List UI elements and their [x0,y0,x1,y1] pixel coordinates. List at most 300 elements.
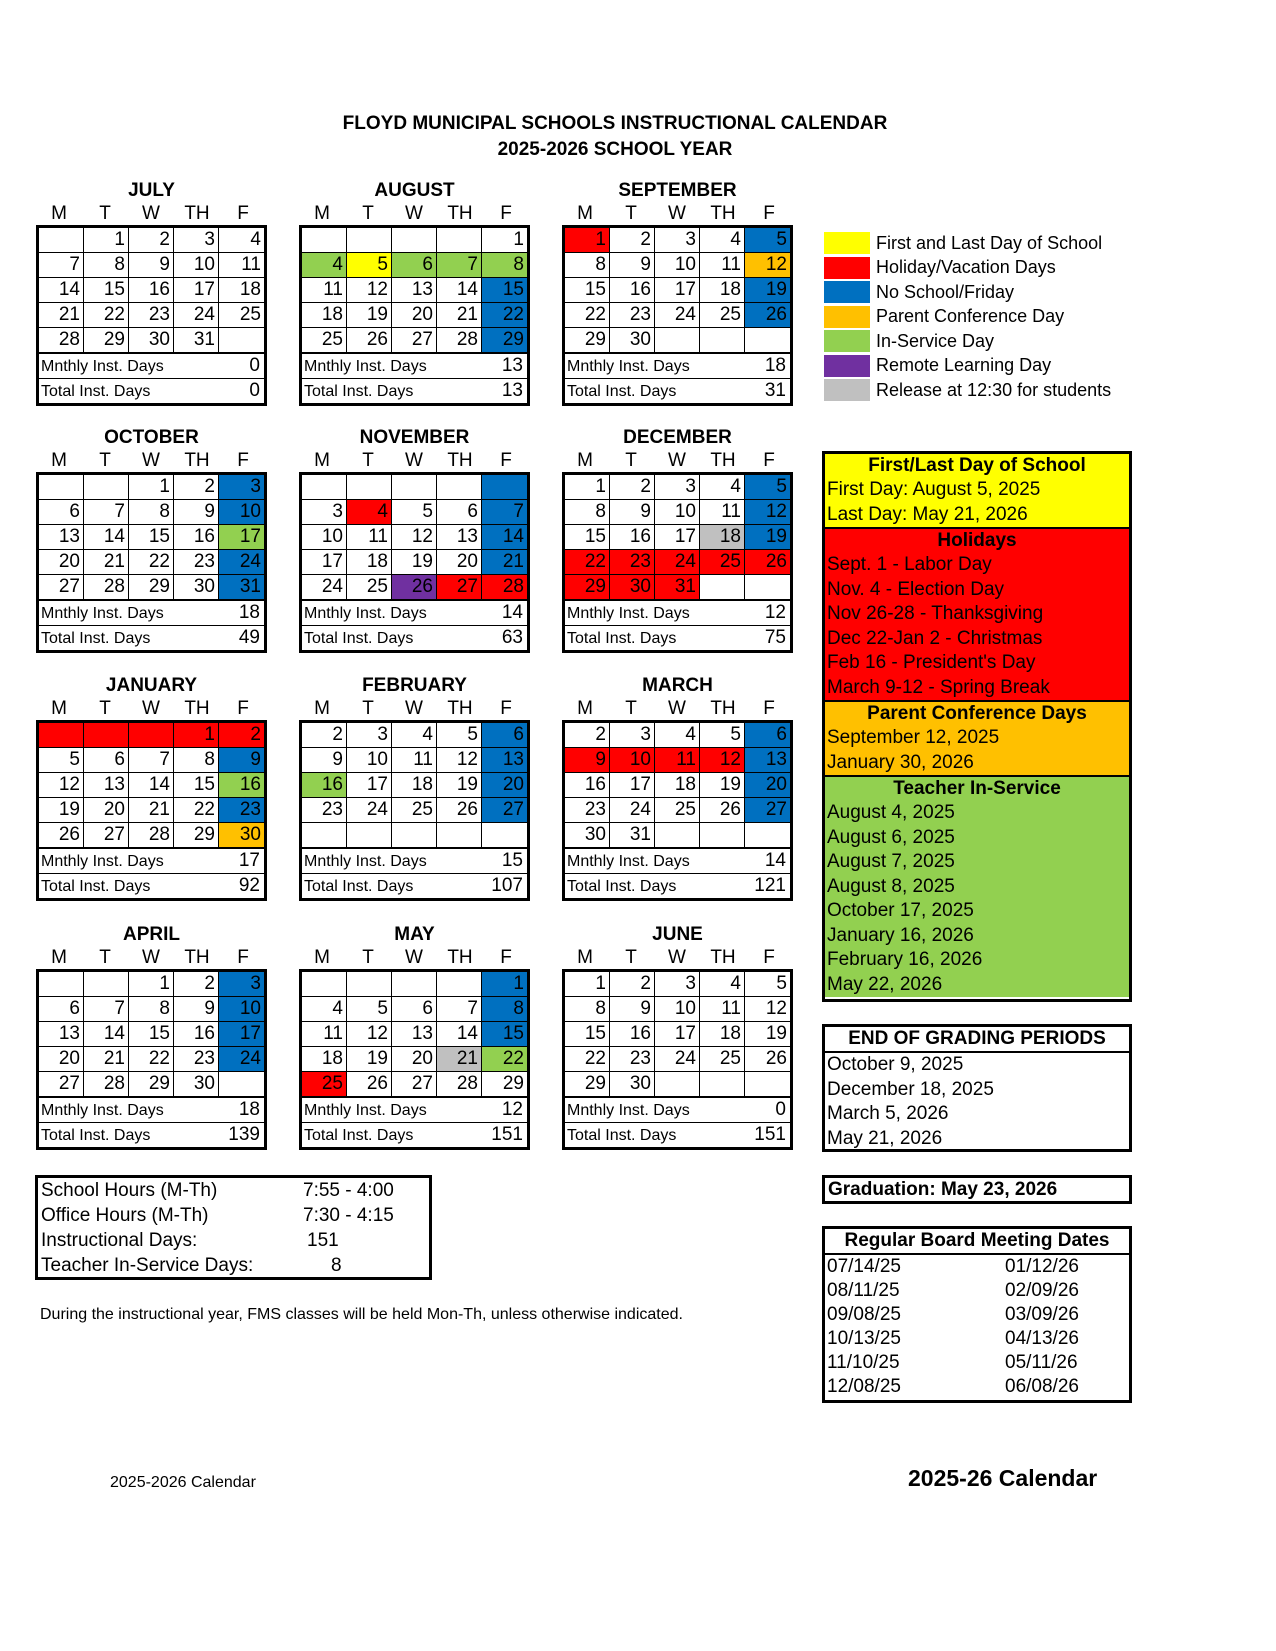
total-inst-days-label: Total Inst. Days [41,1127,151,1144]
week-row [302,278,527,303]
weekday-header [562,202,793,225]
weekday-label: M [314,203,330,224]
key-section-item: Feb 16 - President's Day [827,652,1036,673]
day-cell: 1 [513,229,524,250]
week-row [565,723,790,748]
weekday-label: F [500,947,512,968]
total-inst-days-value: 63 [501,627,523,648]
day-cell: 16 [174,1022,219,1046]
day-cell: 9 [219,748,264,772]
week-row [39,972,264,997]
weekday-label: TH [184,450,210,471]
month-name: AUGUST [374,180,455,201]
day-cell: 25 [700,550,745,574]
weekday-label: W [142,698,160,719]
total-inst-days-value: 0 [249,380,260,401]
weekday-label: F [237,203,249,224]
day-cell: 26 [745,550,790,574]
day-cell: 15 [174,773,219,797]
grading-periods-box [822,1024,1132,1152]
day-cell: 13 [482,748,527,772]
total-inst-days-row [565,626,790,650]
week-row [565,328,790,354]
weekday-label: TH [447,203,473,224]
total-inst-days-row [565,379,790,403]
weekday-label: T [625,203,637,224]
day-cell: 26 [347,1072,392,1096]
weekday-label: T [99,947,111,968]
day-cell: 29 [482,328,527,352]
day-cell: 27 [39,575,84,599]
day-cell [700,823,745,847]
board-date: 02/09/26 [1005,1280,1079,1301]
weekday-label: M [577,698,593,719]
day-cell: 19 [347,303,392,327]
day-cell: 15 [565,525,610,549]
day-cell [84,972,129,996]
monthly-inst-days-value: 0 [775,1099,786,1120]
day-cell: 14 [437,278,482,302]
day-cell: 10 [610,748,655,772]
day-cell: 5 [745,475,790,499]
weekday-label: W [668,203,686,224]
hours-label: Teacher In-Service Days: [41,1255,254,1276]
key-section-heading: First/Last Day of School [868,455,1086,476]
total-inst-days-value: 49 [238,627,260,648]
month-name: MARCH [642,675,713,696]
key-dates-box [822,451,1132,1002]
month-grid [562,472,793,653]
board-date: 10/13/25 [827,1328,901,1349]
total-inst-days-value: 151 [754,1124,786,1145]
day-cell: 1 [129,972,174,996]
week-row [302,1072,527,1098]
day-cell: 25 [655,798,700,822]
day-cell: 8 [482,253,527,277]
weekday-label: M [51,698,67,719]
day-cell: 4 [302,997,347,1021]
day-cell: 31 [655,575,700,599]
day-cell: 10 [655,253,700,277]
day-cell [39,972,84,996]
legend-item [824,378,1111,402]
legend-label: Release at 12:30 for students [876,379,1112,400]
weekday-label: F [763,947,775,968]
week-row [302,723,527,748]
day-cell: 29 [565,328,610,352]
weekday-label: T [362,450,374,471]
key-section-item: August 6, 2025 [827,826,955,848]
total-inst-days-label: Total Inst. Days [41,878,151,895]
total-inst-days-label: Total Inst. Days [41,383,151,400]
day-cell: 27 [392,1072,437,1096]
month-name: JANUARY [105,675,198,696]
hours-value: 7:55 - 4:00 [303,1180,394,1201]
day-cell [129,723,174,747]
day-cell: 16 [610,525,655,549]
monthly-inst-days-label: Mnthly Inst. Days [41,1102,164,1119]
day-cell: 27 [482,798,527,822]
day-cell: 17 [347,773,392,797]
day-cell [745,575,790,599]
day-cell: 9 [610,997,655,1021]
weekday-label: T [362,698,374,719]
day-cell: 17 [655,525,700,549]
legend-swatch [824,306,870,328]
day-cell: 24 [610,798,655,822]
monthly-inst-days-label: Mnthly Inst. Days [567,1102,690,1119]
day-cell: 19 [745,525,790,549]
key-section-item: August 4, 2025 [827,802,955,823]
day-cell: 25 [302,1072,347,1096]
page-subtitle: 2025-2026 SCHOOL YEAR [497,139,733,160]
week-row [39,773,264,798]
week-row [302,500,527,525]
weekday-label: F [500,203,512,224]
key-section-item: Nov 26-28 - Thanksgiving [827,603,1044,624]
monthly-inst-days-value: 18 [238,1099,260,1120]
day-cell: 13 [392,1022,437,1046]
weekday-header [299,202,530,225]
key-section [825,529,1129,702]
day-cell: 6 [84,748,129,772]
day-cell: 21 [482,550,527,574]
day-cell: 12 [39,773,84,797]
day-cell: 18 [347,550,392,574]
day-cell [437,823,482,847]
month-grid [562,720,793,901]
day-cell: 9 [174,997,219,1021]
day-cell: 22 [482,1047,527,1071]
day-cell: 10 [302,525,347,549]
monthly-inst-days-value: 0 [249,355,260,376]
day-cell: 2 [129,228,174,252]
day-cell: 20 [392,1047,437,1071]
hours-value: 8 [331,1255,342,1276]
day-cell: 11 [302,1022,347,1046]
day-cell: 8 [174,748,219,772]
day-cell: 15 [84,278,129,302]
day-cell: 17 [610,773,655,797]
day-cell: 5 [347,997,392,1021]
day-cell: 19 [765,1023,787,1044]
day-cell: 6 [745,723,790,747]
day-cell: 10 [655,997,700,1021]
day-cell [700,1072,745,1096]
day-cell: 14 [482,525,527,549]
day-cell: 10 [174,253,219,277]
day-cell: 12 [700,748,745,772]
monthly-inst-days-value: 14 [764,850,786,871]
day-cell: 2 [565,723,610,747]
key-section-item: Sept. 1 - Labor Day [827,554,992,575]
day-cell [392,228,437,252]
monthly-inst-days-row [302,601,527,626]
day-cell: 7 [437,997,482,1021]
week-row [565,550,790,575]
month-december [562,427,793,653]
day-cell: 26 [392,575,437,599]
day-cell [437,475,482,499]
day-cell: 6 [482,723,527,747]
weekday-label: TH [447,450,473,471]
day-cell: 17 [174,278,219,302]
week-row [39,1022,264,1047]
day-cell: 16 [219,773,264,797]
monthly-inst-days-value: 12 [764,602,786,623]
weekday-label: TH [184,947,210,968]
day-cell: 14 [437,1022,482,1046]
day-cell: 22 [129,1047,174,1071]
day-cell: 29 [565,575,610,599]
day-cell: 18 [700,1022,745,1046]
day-cell: 23 [610,550,655,574]
day-cell: 27 [437,575,482,599]
day-cell: 28 [437,328,482,352]
total-inst-days-row [565,874,790,898]
graduation-box [822,1175,1132,1204]
weekday-label: F [763,698,775,719]
week-row [302,303,527,328]
weekday-label: F [237,947,249,968]
day-cell: 31 [174,328,219,352]
day-cell: 9 [129,253,174,277]
total-inst-days-row [39,1123,264,1147]
day-cell: 4 [700,475,745,499]
day-cell: 12 [745,253,790,277]
week-row [565,773,790,798]
day-cell: 20 [39,550,84,574]
day-cell: 18 [239,279,261,300]
day-cell [745,823,790,847]
day-cell: 27 [39,1072,84,1096]
day-cell: 28 [84,1072,129,1096]
total-inst-days-label: Total Inst. Days [304,383,414,400]
day-cell: 30 [129,328,174,352]
weekday-label: W [142,947,160,968]
weekday-label: TH [710,203,736,224]
day-cell: 22 [174,798,219,822]
weekday-label: F [763,450,775,471]
weekday-label: M [314,450,330,471]
month-grid [36,720,267,901]
board-date: 08/11/25 [827,1280,900,1301]
day-cell: 10 [219,500,264,524]
weekday-header [36,946,267,969]
legend-item [824,354,1051,378]
week-row [39,723,264,748]
day-cell: 30 [174,1072,219,1096]
day-cell: 16 [129,278,174,302]
weekday-label: M [577,947,593,968]
day-cell [745,1072,790,1096]
board-date: 11/10/25 [827,1352,900,1373]
weekday-label: M [577,203,593,224]
day-cell: 24 [655,550,700,574]
week-row [39,253,264,278]
week-row [302,550,527,575]
day-cell: 21 [84,1047,129,1071]
day-cell: 27 [745,798,790,822]
weekday-label: W [405,698,423,719]
total-inst-days-row [565,1123,790,1147]
key-section-item: August 7, 2025 [827,851,955,872]
hours-row [38,1228,429,1253]
day-cell: 19 [39,798,84,822]
grading-heading: END OF GRADING PERIODS [825,1027,1129,1053]
week-row [302,972,527,997]
day-cell: 22 [129,550,174,574]
day-cell: 8 [84,253,129,277]
legend-item [824,231,1102,255]
day-cell: 3 [219,972,264,996]
day-cell: 9 [610,253,655,277]
board-date: 03/09/26 [1005,1304,1079,1325]
monthly-inst-days-label: Mnthly Inst. Days [567,853,690,870]
total-inst-days-row [39,379,264,403]
week-row [565,575,790,601]
weekday-header [299,697,530,720]
day-cell: 2 [219,723,264,747]
month-grid [299,969,530,1150]
day-cell: 20 [39,1047,84,1071]
day-cell [482,475,527,499]
day-cell: 16 [302,773,347,797]
day-cell [392,823,437,847]
legend-label: No School/Friday [876,281,1015,302]
day-cell: 13 [39,525,84,549]
day-cell: 22 [565,1047,610,1071]
legend-swatch [824,281,870,303]
week-row [39,500,264,525]
day-cell: 5 [39,748,84,772]
week-row [565,278,790,303]
day-cell: 7 [437,253,482,277]
weekday-label: W [142,450,160,471]
total-inst-days-label: Total Inst. Days [304,630,414,647]
day-cell: 7 [84,500,129,524]
day-cell: 16 [565,773,610,797]
day-cell: 17 [219,1022,264,1046]
day-cell [437,228,482,252]
total-inst-days-label: Total Inst. Days [304,878,414,895]
day-cell: 18 [302,303,347,327]
day-cell: 7 [482,500,527,524]
legend-label: First and Last Day of School [876,232,1103,253]
weekday-label: W [142,203,160,224]
total-inst-days-label: Total Inst. Days [567,630,677,647]
total-inst-days-row [39,874,264,898]
week-row [302,1047,527,1072]
week-row [565,228,790,253]
month-name: JULY [128,180,175,201]
day-cell: 6 [39,500,84,524]
day-cell: 8 [129,997,174,1021]
day-cell: 5 [776,973,787,994]
month-grid [36,969,267,1150]
weekday-label: F [500,450,512,471]
monthly-inst-days-row [302,354,527,379]
weekday-header [562,946,793,969]
day-cell: 24 [302,575,347,599]
day-cell: 15 [482,278,527,302]
day-cell: 12 [347,1022,392,1046]
month-march [562,675,793,901]
day-cell: 21 [129,798,174,822]
day-cell: 6 [437,500,482,524]
day-cell [302,972,347,996]
day-cell [655,328,700,352]
week-row [302,997,527,1022]
day-cell: 27 [84,823,129,847]
total-inst-days-value: 92 [238,875,260,896]
board-date: 07/14/25 [827,1256,901,1277]
day-cell: 11 [655,748,700,772]
weekday-label: F [237,450,249,471]
total-inst-days-label: Total Inst. Days [567,383,677,400]
day-cell: 8 [565,500,610,524]
day-cell [482,823,527,847]
key-section-heading: Teacher In-Service [893,778,1061,799]
day-cell: 21 [84,550,129,574]
day-cell: 23 [174,1047,219,1071]
month-name: JUNE [652,924,703,945]
day-cell: 4 [392,723,437,747]
weekday-header [299,449,530,472]
day-cell: 5 [700,723,745,747]
monthly-inst-days-value: 15 [501,850,523,871]
week-row [565,525,790,550]
day-cell: 11 [700,500,745,524]
hours-label: Office Hours (M-Th) [41,1205,209,1226]
month-september [562,180,793,406]
weekday-label: W [405,450,423,471]
day-cell: 24 [347,798,392,822]
weekday-label: T [625,947,637,968]
day-cell: 3 [219,475,264,499]
total-inst-days-row [302,1123,527,1147]
grading-list [825,1053,1129,1151]
board-date: 09/08/25 [827,1304,901,1325]
day-cell [655,823,700,847]
day-cell: 18 [655,773,700,797]
day-cell: 11 [700,997,745,1021]
month-may [299,924,530,1150]
board-date-row [825,1255,1129,1279]
day-cell: 29 [565,1072,610,1096]
day-cell: 2 [610,228,655,252]
hours-label: Instructional Days: [41,1230,198,1251]
month-grid [36,472,267,653]
board-date: 04/13/26 [1005,1328,1079,1349]
day-cell: 19 [700,773,745,797]
month-name: OCTOBER [104,427,199,448]
week-row [302,253,527,278]
day-cell: 6 [392,253,437,277]
day-cell: 11 [241,254,261,275]
weekday-label: TH [710,947,736,968]
total-inst-days-value: 107 [491,875,523,896]
day-cell: 11 [392,748,437,772]
week-row [39,823,264,849]
week-row [302,1022,527,1047]
day-cell: 12 [745,500,790,524]
day-cell: 5 [437,723,482,747]
month-july [36,180,267,406]
day-cell: 25 [347,575,392,599]
week-row [565,972,790,997]
day-cell [392,475,437,499]
